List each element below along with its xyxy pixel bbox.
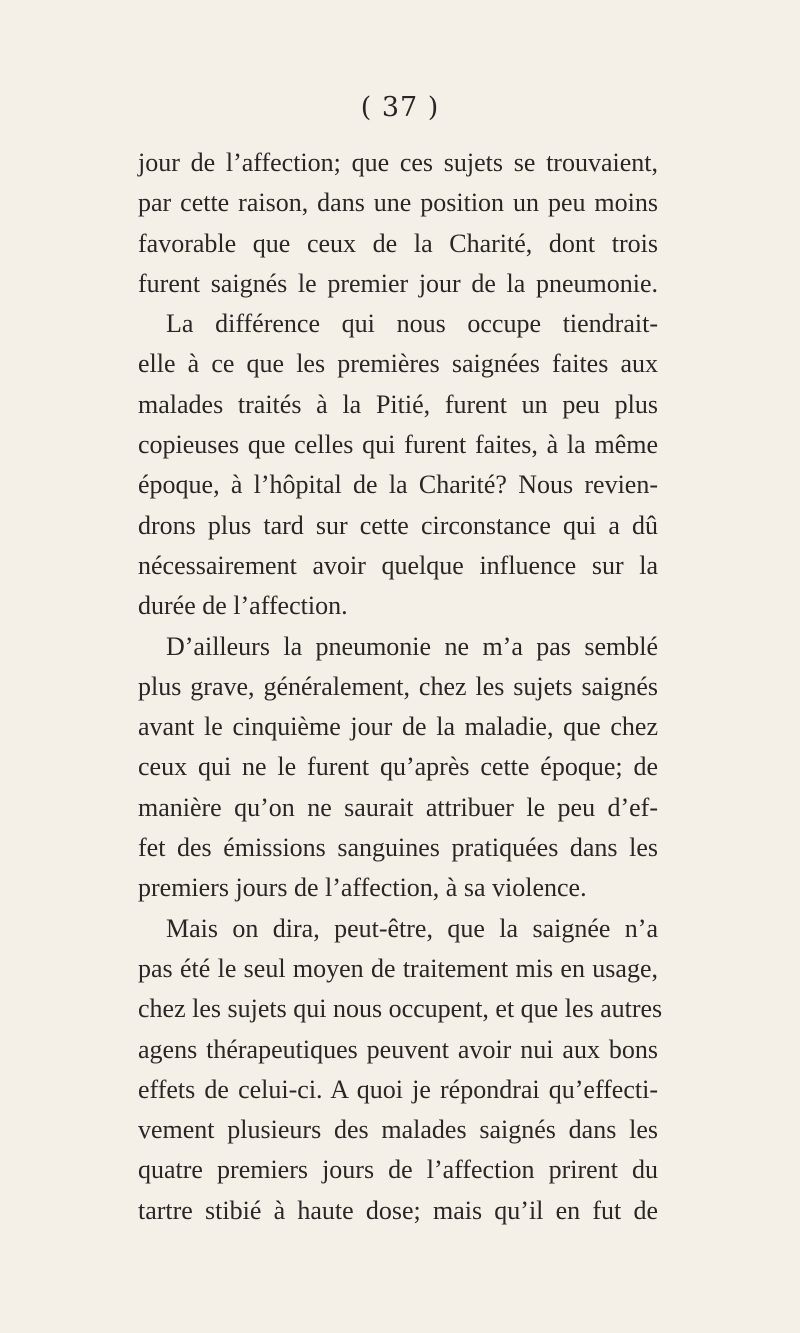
text-line: elle à ce que les premières saignées faites aux <box>138 349 658 379</box>
text-line: D’ailleurs la pneumonie ne m’a pas semblé <box>166 631 658 661</box>
text-line: fet des émissions sanguines pratiquées dans les <box>138 833 658 863</box>
body-text <box>138 143 663 1231</box>
text-line: durée de l’affection. <box>138 591 348 621</box>
text-line: premiers jours de l’affection, à sa violence. <box>138 873 587 903</box>
text-line: vement plusieurs des malades saignés dans les <box>138 1115 658 1145</box>
text-line: copieuses que celles qui furent faites, à la même <box>138 430 658 460</box>
page-number: ( 37 ) <box>360 92 440 123</box>
text-line: effets de celui-ci. A quoi je répondrai qu’effecti- <box>138 1074 658 1104</box>
text-line: favorable que ceux de la Charité, dont trois <box>138 228 658 258</box>
text-line: quatre premiers jours de l’affection prirent du <box>138 1155 658 1185</box>
text-line: Mais on dira, peut-être, que la saignée n’a <box>166 913 658 943</box>
text-line: avant le cinquième jour de la maladie, que chez <box>138 712 658 742</box>
text-line: furent saignés le premier jour de la pneumonie. <box>138 268 658 298</box>
text-line: nécessairement avoir quelque influence sur la <box>138 550 658 580</box>
text-line: par cette raison, dans une position un peu moins <box>138 188 658 218</box>
text-line: manière qu’on ne saurait attribuer le peu d’ef- <box>138 792 658 822</box>
text-line: La différence qui nous occupe tiendrait- <box>166 309 658 339</box>
text-line: drons plus tard sur cette circonstance qui a dû <box>138 510 658 540</box>
text-line: tartre stibié à haute dose; mais qu’il en fut de <box>138 1195 658 1225</box>
text-line: époque, à l’hôpital de la Charité? Nous revien- <box>138 470 658 500</box>
text-line: chez les sujets qui nous occupent, et que les autres <box>138 994 663 1024</box>
text-line: plus grave, généralement, chez les sujets saignés <box>138 671 658 701</box>
text-line: agens thérapeutiques peuvent avoir nui aux bons <box>138 1034 658 1064</box>
text-line: pas été le seul moyen de traitement mis en usage, <box>138 953 658 983</box>
text-line: malades traités à la Pitié, furent un peu plus <box>138 389 658 419</box>
text-line: jour de l’affection; que ces sujets se trouvaient, <box>138 148 658 177</box>
text-line: ceux qui ne le furent qu’après cette époque; de <box>138 752 658 782</box>
